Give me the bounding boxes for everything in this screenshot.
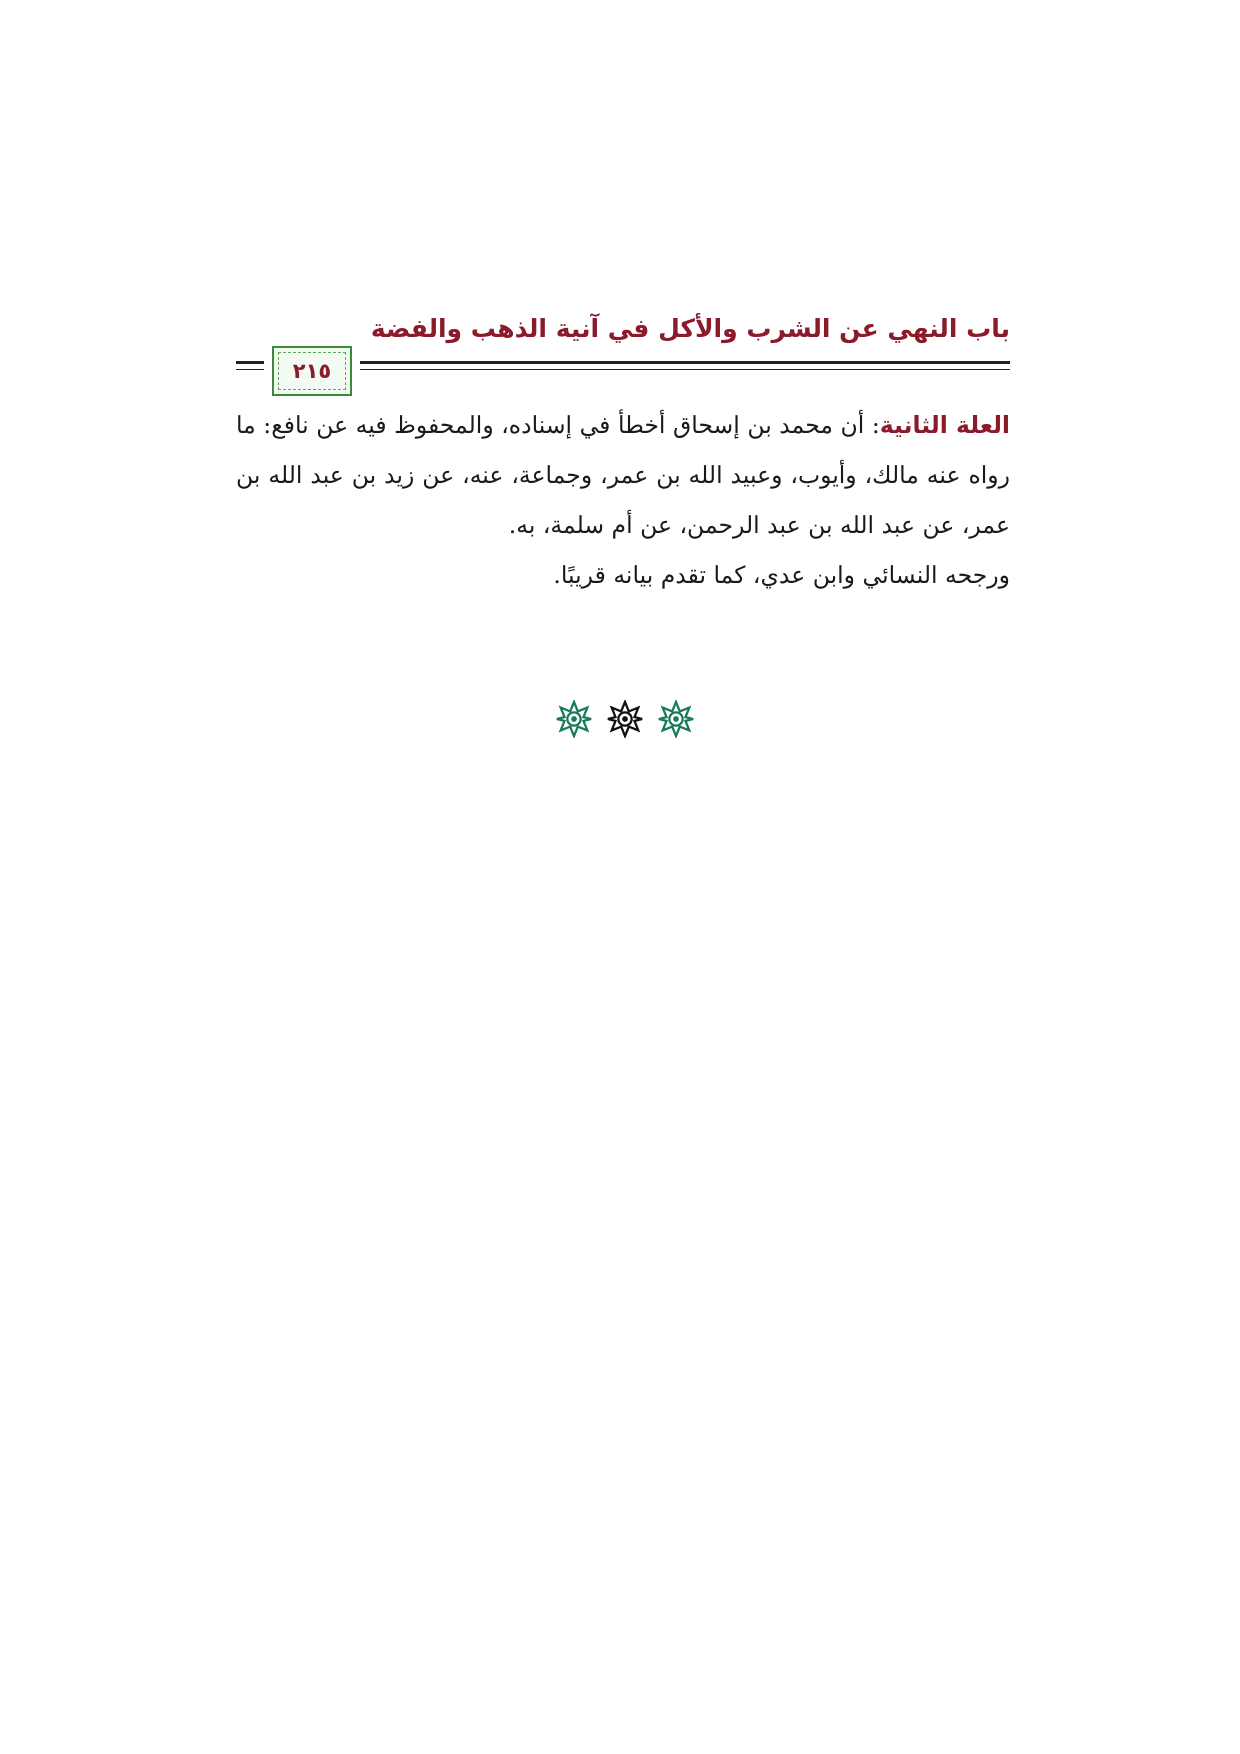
paragraph-2: ورجحه النسائي وابن عدي، كما تقدم بيانه قريبًا. [553, 561, 1010, 589]
star-ornament-icon [606, 700, 644, 738]
star-ornament-icon [555, 700, 593, 738]
star-ornament-icon [657, 700, 695, 738]
page-number-frame [272, 346, 352, 396]
paragraph-text: أن محمد بن إسحاق أخطأ في إسناده، والمحفوظ فيه عن نافع: ما رواه عنه مالك، وأيوب، وعبيد الله بن عمر، وجماعة، عنه، عن زيد بن عبد الله بن عمر، عن عبد الله بن عبد الرحمن، عن أم سلمة، به. [236, 411, 1010, 539]
section-end-ornaments [555, 696, 695, 742]
chapter-title: باب النهي عن الشرب والأكل في آنية الذهب والفضة [370, 314, 1010, 343]
running-header [236, 314, 1010, 383]
header-rule-right [360, 361, 1010, 370]
term-separator: : [864, 411, 880, 439]
body-text [236, 400, 1010, 600]
header-rule-left [236, 361, 264, 370]
highlighted-term: العلة الثانية [879, 411, 1010, 439]
page-number: ٢١٥ [292, 359, 332, 383]
paragraph-1 [236, 400, 1010, 550]
